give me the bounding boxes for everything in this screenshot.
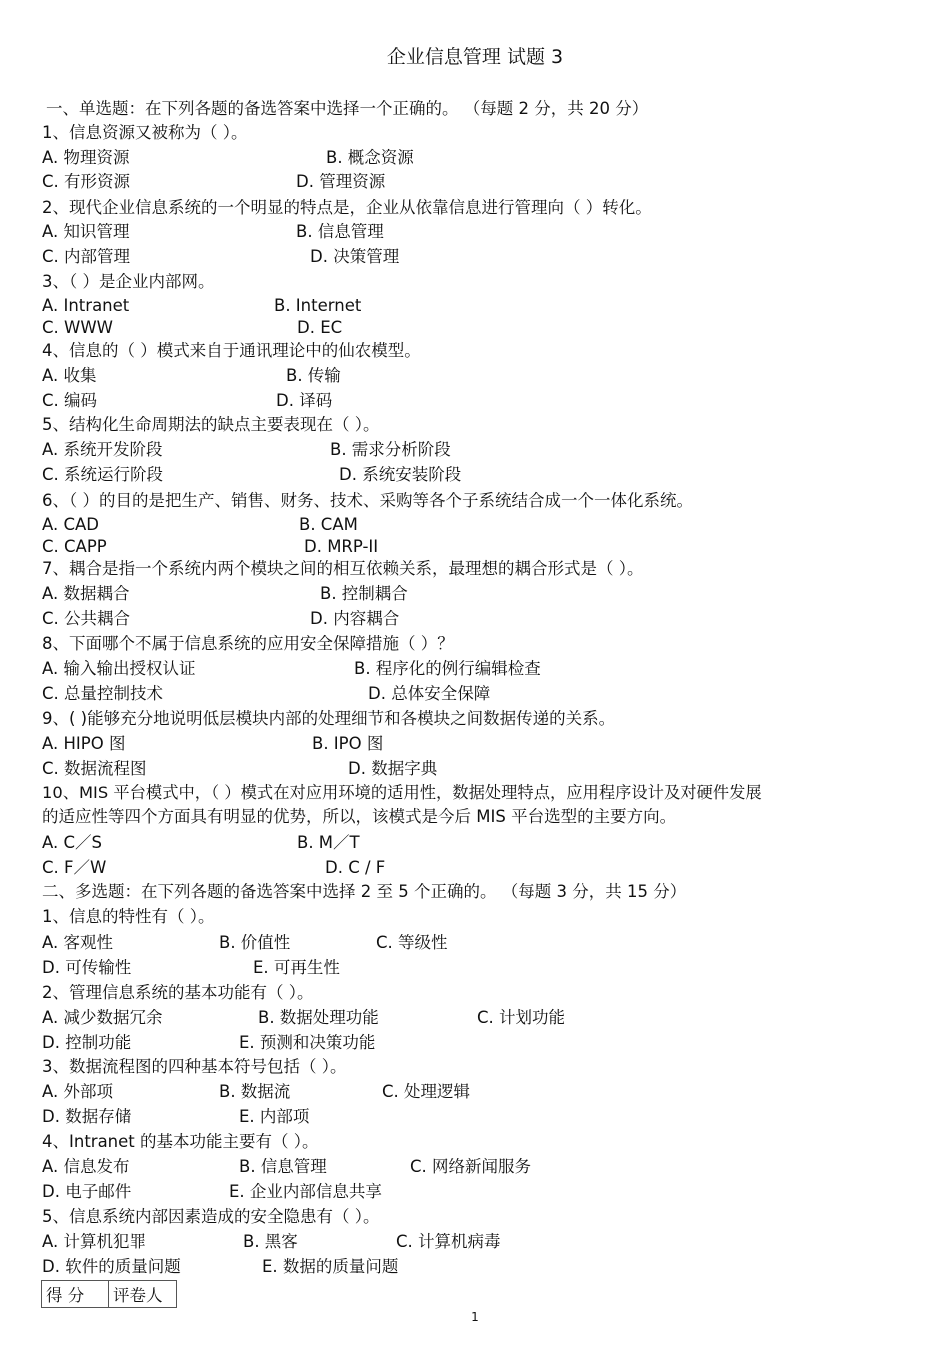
m4-option-d: D. 电子邮件	[42, 1182, 132, 1201]
m5-option-c: C. 计算机病毒	[396, 1232, 501, 1251]
section1-header: 一、单选题：在下列各题的备选答案中选择一个正确的。 （每题 2 分，共 20 分）	[46, 99, 649, 118]
q3-option-a: A. Intranet	[42, 296, 130, 315]
m1-option-c: C. 等级性	[376, 933, 448, 952]
m5-option-b: B. 黑客	[243, 1232, 298, 1251]
multi-question-5: 5、信息系统内部因素造成的安全隐患有（ ）。	[42, 1207, 380, 1226]
m3-option-e: E. 内部项	[239, 1107, 310, 1126]
q9-option-a: A. HIPO 图	[42, 734, 126, 753]
q1-option-a: A. 物理资源	[42, 148, 130, 167]
q2-option-a: A. 知识管理	[42, 222, 130, 241]
section2-header: 二、多选题：在下列各题的备选答案中选择 2 至 5 个正确的。 （每题 3 分，共 15 分）	[42, 882, 687, 901]
m5-option-d: D. 软件的质量问题	[42, 1257, 181, 1276]
q7-option-a: A. 数据耦合	[42, 584, 130, 603]
q6-option-a: A. CAD	[42, 515, 100, 534]
q3-option-c: C. WWW	[42, 318, 113, 337]
m3-option-c: C. 处理逻辑	[382, 1082, 471, 1101]
q1-option-c: C. 有形资源	[42, 172, 131, 191]
page-number: 1	[471, 1310, 479, 1324]
multi-question-4: 4、Intranet 的基本功能主要有（ ）。	[42, 1132, 319, 1151]
q3-option-d: D. EC	[297, 318, 343, 337]
score-label-cell: 得 分	[42, 1281, 109, 1308]
m2-option-b: B. 数据处理功能	[258, 1008, 379, 1027]
m2-option-a: A. 减少数据冗余	[42, 1008, 163, 1027]
multi-question-2: 2、管理信息系统的基本功能有（ ）。	[42, 983, 314, 1002]
multi-question-1: 1、信息的特性有（ ）。	[42, 907, 215, 926]
m2-option-c: C. 计划功能	[477, 1008, 566, 1027]
m4-option-e: E. 企业内部信息共享	[229, 1182, 382, 1201]
q6-option-c: C. CAPP	[42, 537, 107, 556]
question-4: 4、信息的（ ）模式来自于通讯理论中的仙农模型。	[42, 341, 421, 360]
question-6: 6、（ ）的目的是把生产、销售、财务、技术、采购等各个子系统结合成一个一体化系统。	[42, 491, 693, 510]
q9-option-d: D. 数据字典	[348, 759, 438, 778]
m4-option-a: A. 信息发布	[42, 1157, 130, 1176]
question-8: 8、下面哪个不属于信息系统的应用安全保障措施（ ）？	[42, 634, 454, 653]
exam-title: 企业信息管理 试题 3	[386, 46, 564, 68]
m4-option-b: B. 信息管理	[239, 1157, 327, 1176]
question-10-line-2: 的适应性等四个方面具有明显的优势，所以，该模式是今后 MIS 平台选型的主要方向。	[42, 807, 677, 826]
q10-option-b: B. M／T	[297, 833, 360, 852]
q10-option-d: D. C / F	[325, 858, 386, 877]
q5-option-b: B. 需求分析阶段	[330, 440, 451, 459]
score-table	[41, 1280, 177, 1308]
m2-option-d: D. 控制功能	[42, 1033, 132, 1052]
q6-option-b: B. CAM	[299, 515, 358, 534]
m4-option-c: C. 网络新闻服务	[410, 1157, 532, 1176]
q8-option-c: C. 总量控制技术	[42, 684, 164, 703]
question-7: 7、耦合是指一个系统内两个模块之间的相互依赖关系，最理想的耦合形式是（ ）。	[42, 559, 644, 578]
q10-option-a: A. C／S	[42, 833, 102, 852]
m3-option-a: A. 外部项	[42, 1082, 113, 1101]
m5-option-a: A. 计算机犯罪	[42, 1232, 146, 1251]
m1-option-b: B. 价值性	[219, 933, 291, 952]
q7-option-c: C. 公共耦合	[42, 609, 131, 628]
q5-option-a: A. 系统开发阶段	[42, 440, 163, 459]
m5-option-e: E. 数据的质量问题	[262, 1257, 399, 1276]
q8-option-b: B. 程序化的例行编辑检查	[354, 659, 541, 678]
q2-option-c: C. 内部管理	[42, 247, 131, 266]
q2-option-b: B. 信息管理	[296, 222, 384, 241]
q10-option-c: C. F／W	[42, 858, 107, 877]
grader-label-cell: 评卷人	[109, 1281, 177, 1308]
q7-option-b: B. 控制耦合	[320, 584, 408, 603]
q9-option-c: C. 数据流程图	[42, 759, 147, 778]
m3-option-b: B. 数据流	[219, 1082, 291, 1101]
q8-option-a: A. 输入输出授权认证	[42, 659, 196, 678]
question-2: 2、现代企业信息系统的一个明显的特点是，企业从依靠信息进行管理向（ ）转化。	[42, 198, 652, 217]
q4-option-a: A. 收集	[42, 366, 97, 385]
q1-option-b: B. 概念资源	[326, 148, 414, 167]
question-5: 5、结构化生命周期法的缺点主要表现在（ ）。	[42, 415, 380, 434]
m1-option-e: E. 可再生性	[253, 958, 340, 977]
q6-option-d: D. MRP-II	[304, 537, 379, 556]
q4-option-b: B. 传输	[286, 366, 341, 385]
q8-option-d: D. 总体安全保障	[368, 684, 491, 703]
multi-question-3: 3、数据流程图的四种基本符号包括（ ）。	[42, 1057, 347, 1076]
question-10-line-1: 10、MIS 平台模式中，（ ）模式在对应用环境的适用性，数据处理特点，应用程序设计及对硬件发展	[42, 783, 762, 802]
question-1: 1、信息资源又被称为（ ）。	[42, 123, 248, 142]
q4-option-d: D. 译码	[276, 391, 333, 410]
m1-option-d: D. 可传输性	[42, 958, 132, 977]
m3-option-d: D. 数据存储	[42, 1107, 132, 1126]
question-3: 3、（ ）是企业内部网。	[42, 272, 215, 291]
q2-option-d: D. 决策管理	[310, 247, 400, 266]
q5-option-d: D. 系统安装阶段	[339, 465, 462, 484]
q4-option-c: C. 编码	[42, 391, 98, 410]
q1-option-d: D. 管理资源	[296, 172, 386, 191]
m1-option-a: A. 客观性	[42, 933, 113, 952]
q5-option-c: C. 系统运行阶段	[42, 465, 164, 484]
m2-option-e: E. 预测和决策功能	[239, 1033, 376, 1052]
q9-option-b: B. IPO 图	[312, 734, 384, 753]
question-9: 9、( )能够充分地说明低层模块内部的处理细节和各模块之间数据传递的关系。	[42, 709, 616, 728]
q3-option-b: B. Internet	[274, 296, 362, 315]
q7-option-d: D. 内容耦合	[310, 609, 400, 628]
